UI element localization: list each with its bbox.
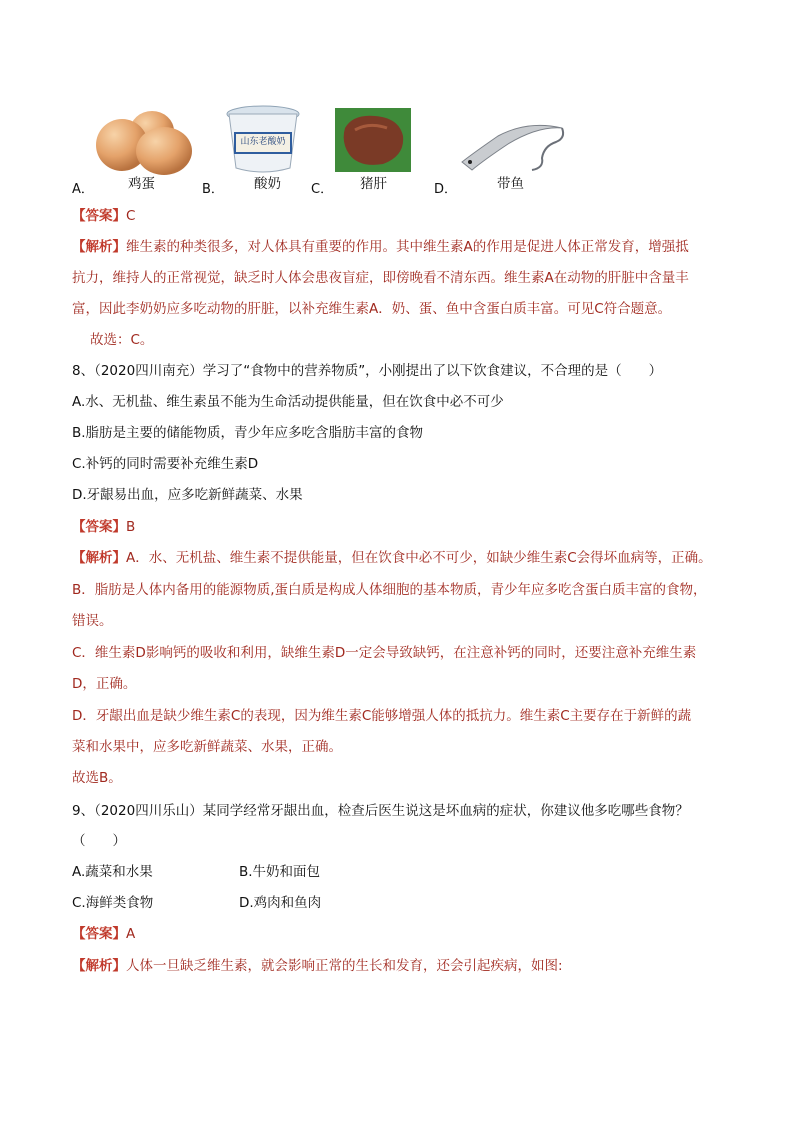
answer-tag: 【答案】 [72,519,126,535]
q9-choice-c: C.海鲜类食物 [72,895,154,911]
q8-analysis-line-7: 菜和水果中，应多吃新鲜蔬菜、水果，正确。 [72,739,342,755]
q8-conclusion: 故选B。 [72,770,122,786]
q9-stem-blank: （ ） [72,833,126,849]
q8-choice-a: A.水、无机盐、维生素虽不能为生命活动提供能量，但在饮食中必不可少 [72,394,504,410]
q9-analysis: 【解析】人体一旦缺乏维生素，就会影响正常的生长和发育，还会引起疾病，如图: [72,958,563,974]
q7-analysis-line-2: 抗力，维持人的正常视觉，缺乏时人体会患夜盲症，即傍晚看不清东西。维生素A在动物的肝脏中含量丰 [72,270,689,286]
q9-answer [72,924,135,944]
option-letter-a: A． [72,182,94,197]
q7-conclusion: 故选：C。 [90,332,154,348]
q9-stem: 9、（2020四川乐山）某同学经常牙龈出血，检查后医生说这是坏血病的症状，你建议他多吃哪些食物？ [72,803,689,819]
pork-liver-image [335,108,411,172]
option-letter-d: D． [434,182,458,197]
q8-stem: 8、（2020四川南充）学习了“食物中的营养物质”，小刚提出了以下饮食建议，不合理的是（ ） [72,363,663,379]
eggs-image [92,105,196,177]
q7-analysis-line-1: 【解析】维生素的种类很多，对人体具有重要的作用。其中维生素A的作用是促进人体正常发育，增强抵 [72,239,689,255]
q7-analysis-line-3: 富，因此李奶奶应多吃动物的肝脏，以补充维生素A．奶、蛋、鱼中含蛋白质丰富。可见C符合题意。 [72,301,672,317]
q8-choice-d: D.牙龈易出血，应多吃新鲜蔬菜、水果 [72,487,303,503]
hairtail-fish-image [458,118,570,176]
option-letter-b: B． [202,182,224,197]
option-caption-c: 猪肝 [360,176,387,192]
q8-choice-c: C.补钙的同时需要补充维生素D [72,456,259,472]
answer-value: B [126,519,136,535]
yogurt-label: 山东老酸奶 [240,137,286,147]
option-caption-d: 带鱼 [497,176,524,192]
analysis-tag: 【解析】 [72,550,126,566]
q9-choice-d: D.鸡肉和鱼肉 [239,895,322,911]
analysis-tag: 【解析】 [72,239,126,255]
q8-analysis-line-1: 【解析】A．水、无机盐、维生素不提供能量，但在饮食中必不可少，如缺少维生素C会得坏血病等，正确。 [72,550,712,566]
q8-choice-b: B.脂肪是主要的储能物质，青少年应多吃含脂肪丰富的食物 [72,425,424,441]
option-letter-c: C． [311,182,334,197]
q8-answer [72,517,135,537]
analysis-tag: 【解析】 [72,958,126,974]
answer-tag: 【答案】 [72,208,126,224]
q7-answer [72,206,135,226]
answer-value: C [126,208,136,224]
q8-analysis-line-5: D，正确。 [72,676,137,692]
q9-choice-a: A.蔬菜和水果 [72,864,153,880]
q8-analysis-line-4: C．维生素D影响钙的吸收和利用，缺维生素D一定会导致缺钙，在注意补钙的同时，还要注意补充维生素 [72,645,697,661]
answer-value: A [126,926,136,942]
yogurt-cup-image [224,104,302,176]
q9-choice-b: B.牛奶和面包 [239,864,321,880]
option-caption-b: 酸奶 [254,176,281,192]
answer-tag: 【答案】 [72,926,126,942]
q8-analysis-line-6: D．牙龈出血是缺少维生素C的表现，因为维生素C能够增强人体的抵抗力。维生素C主要存在于新鲜的蔬 [72,708,692,724]
q8-analysis-line-2: B．脂肪是人体内备用的能源物质,蛋白质是构成人体细胞的基本物质，青少年应多吃含蛋白质丰富的食物， [72,582,707,598]
q8-analysis-line-3: 错误。 [72,613,113,629]
option-caption-a: 鸡蛋 [128,176,155,192]
